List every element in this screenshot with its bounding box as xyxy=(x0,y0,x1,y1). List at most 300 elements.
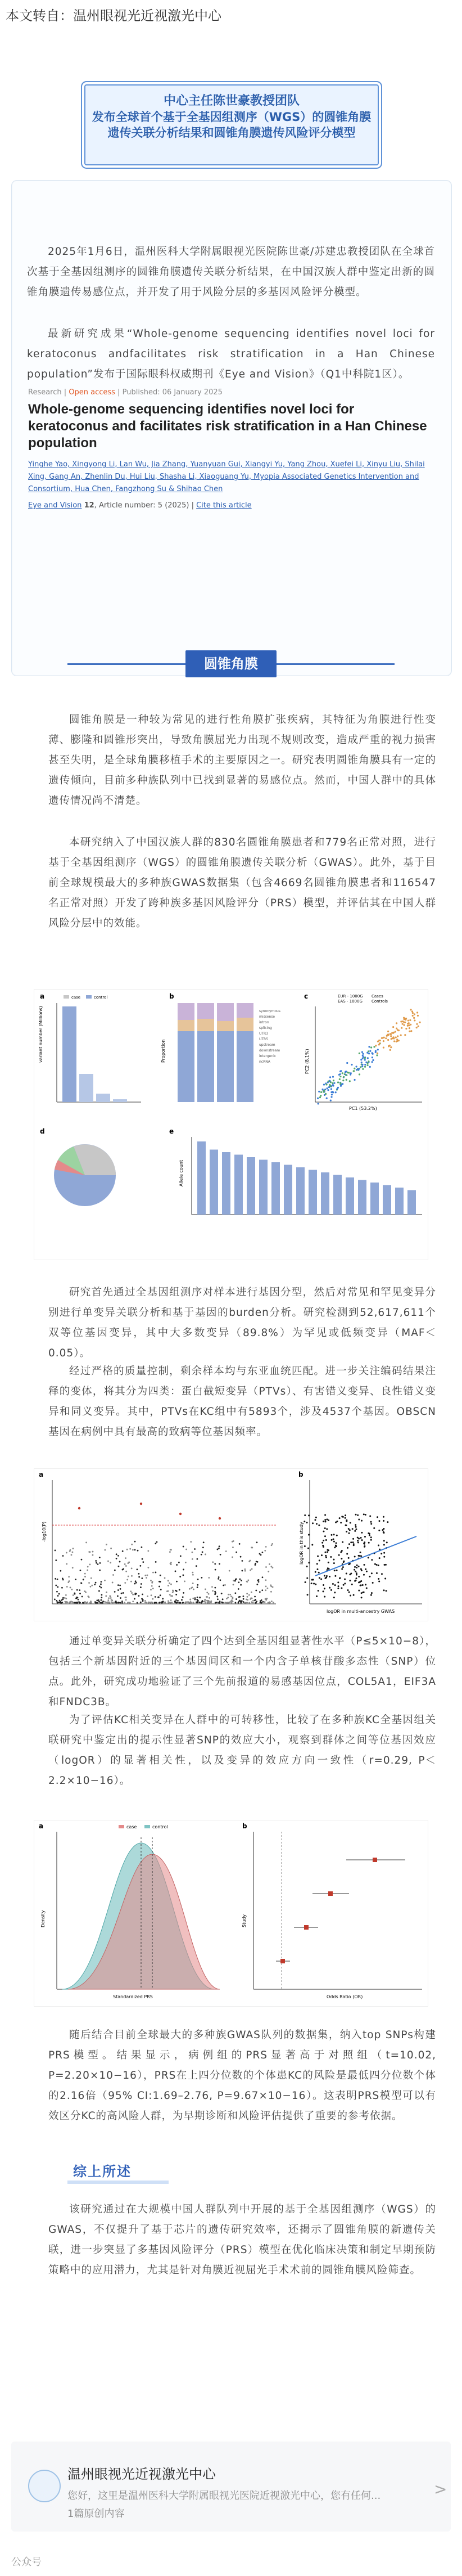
paper-meta: Research | Open access | Published: 06 January 2025 xyxy=(28,388,223,397)
manhattan-point xyxy=(101,1594,103,1596)
manhattan-point xyxy=(84,1602,86,1603)
pca-point xyxy=(369,1050,371,1052)
manhattan-point xyxy=(60,1570,61,1572)
effect-point xyxy=(323,1590,324,1592)
manhattan-point xyxy=(216,1596,218,1598)
effect-point xyxy=(386,1541,388,1543)
pca-point xyxy=(412,1012,414,1014)
pca-point xyxy=(387,1031,389,1032)
manhattan-point xyxy=(271,1601,273,1602)
manhattan-point xyxy=(273,1602,274,1603)
effect-point xyxy=(304,1521,305,1522)
pca-point xyxy=(403,1021,405,1023)
effect-point xyxy=(334,1575,336,1577)
manhattan-point xyxy=(164,1577,166,1579)
summary-paragraph: 该研究通过在大规模中国人群队列中开展的基于全基因组测序（WGS）的GWAS，不仅提升了基于芯片的遗传研究效率，还揭示了圆锥角膜的新遗传关联，进一步突显了多基因风险评分（PRS）模型在优化临床决策和制定早期预防策略中的应用潜力，尤其是针对角膜近视屈光手术术前的圆锥角膜风险筛查。 xyxy=(48,2204,436,2276)
effect-point xyxy=(305,1581,306,1583)
manhattan-point xyxy=(106,1592,107,1593)
effect-point xyxy=(323,1531,324,1532)
manhattan-point xyxy=(124,1582,126,1584)
fig3a-ylabel: Density xyxy=(40,1910,46,1927)
manhattan-point xyxy=(164,1602,166,1603)
manhattan-point xyxy=(261,1589,263,1591)
manhattan-point xyxy=(271,1544,273,1546)
manhattan-point xyxy=(70,1587,71,1589)
pca-point xyxy=(361,1062,363,1063)
manhattan-point xyxy=(248,1594,250,1596)
manhattan-point xyxy=(58,1602,60,1603)
effect-point xyxy=(333,1541,335,1543)
manhattan-point xyxy=(152,1598,153,1600)
manhattan-point xyxy=(105,1595,107,1597)
manhattan-point xyxy=(124,1563,126,1565)
effect-point xyxy=(338,1554,340,1556)
manhattan-point xyxy=(189,1588,191,1590)
journal-name[interactable]: Eye and Vision xyxy=(28,501,82,510)
effect-point xyxy=(358,1555,360,1557)
fig1c-legend-3: Cases xyxy=(372,994,383,999)
manhattan-point xyxy=(117,1555,119,1557)
manhattan-point xyxy=(270,1566,272,1567)
effect-point xyxy=(368,1532,369,1534)
manhattan-point xyxy=(90,1602,92,1604)
pca-point xyxy=(328,1080,329,1082)
manhattan-point xyxy=(242,1595,244,1597)
manhattan-point xyxy=(251,1601,252,1603)
manhattan-point xyxy=(132,1601,134,1602)
pca-point xyxy=(414,1013,415,1015)
manhattan-point xyxy=(65,1594,67,1596)
effect-point xyxy=(331,1539,333,1541)
manhattan-point xyxy=(248,1602,250,1604)
effect-point xyxy=(352,1528,354,1530)
effect-point xyxy=(361,1532,363,1534)
effect-point xyxy=(315,1571,316,1573)
effect-point xyxy=(384,1578,386,1580)
fig2b-scatter-points xyxy=(304,1513,388,1598)
effect-point xyxy=(348,1543,350,1545)
pca-point xyxy=(346,1062,348,1064)
manhattan-point xyxy=(74,1593,75,1594)
manhattan-point xyxy=(154,1602,156,1603)
section-line-right xyxy=(277,663,395,665)
pca-point xyxy=(320,1091,322,1093)
effect-point xyxy=(330,1534,332,1536)
effect-point xyxy=(378,1545,379,1547)
manhattan-point xyxy=(205,1589,206,1590)
manhattan-point xyxy=(121,1601,123,1602)
fig1b-legend-5: UTR3 xyxy=(259,1032,269,1036)
manhattan-point xyxy=(122,1550,124,1552)
manhattan-point xyxy=(73,1594,74,1596)
pca-point xyxy=(389,1033,391,1035)
manhattan-point xyxy=(66,1552,67,1554)
effect-point xyxy=(360,1537,362,1539)
fig1b-legend-9: intergenic xyxy=(259,1054,277,1058)
manhattan-point xyxy=(71,1554,73,1556)
effect-point xyxy=(314,1519,316,1521)
effect-point xyxy=(319,1577,320,1579)
pca-point xyxy=(411,1010,413,1012)
title-line-2: 发布全球首个基于全基因组测序（WGS）的圆锥角膜 xyxy=(92,110,372,124)
pca-point xyxy=(339,1073,341,1075)
gene-bar xyxy=(358,1180,366,1215)
effect-point xyxy=(368,1542,370,1544)
fig1b-legend-4: splicing xyxy=(259,1026,272,1030)
pca-point xyxy=(416,1027,418,1028)
pca-point xyxy=(409,1027,410,1029)
effect-point xyxy=(376,1564,378,1566)
pca-point xyxy=(320,1095,321,1096)
manhattan-point xyxy=(260,1600,261,1602)
effect-point xyxy=(384,1564,386,1566)
effect-point xyxy=(357,1537,359,1539)
manhattan-point xyxy=(127,1602,129,1603)
manhattan-point xyxy=(110,1548,112,1549)
effect-point xyxy=(324,1519,326,1521)
manhattan-point xyxy=(62,1597,64,1599)
effect-point xyxy=(366,1571,368,1572)
manhattan-point xyxy=(259,1592,261,1593)
manhattan-point xyxy=(75,1598,77,1599)
manhattan-point xyxy=(243,1598,244,1600)
manhattan-point xyxy=(147,1575,148,1576)
manhattan-point xyxy=(99,1557,101,1558)
effect-point xyxy=(334,1570,336,1571)
manhattan-point xyxy=(88,1597,90,1598)
gene-bar xyxy=(296,1167,305,1215)
manhattan-point xyxy=(79,1602,80,1604)
effect-point xyxy=(323,1584,324,1586)
manhattan-point xyxy=(241,1580,242,1581)
pca-point xyxy=(410,1009,411,1010)
manhattan-point xyxy=(131,1575,133,1577)
manhattan-point xyxy=(235,1602,237,1603)
pca-point xyxy=(377,1053,378,1054)
manhattan-point xyxy=(272,1586,274,1588)
manhattan-point xyxy=(129,1602,131,1603)
manhattan-point xyxy=(262,1552,264,1553)
manhattan-point xyxy=(85,1592,87,1593)
manhattan-point xyxy=(182,1596,184,1598)
manhattan-point xyxy=(75,1579,76,1580)
manhattan-point xyxy=(87,1570,88,1571)
manhattan-point xyxy=(126,1549,128,1550)
effect-point xyxy=(383,1552,385,1554)
manhattan-point xyxy=(199,1597,201,1598)
manhattan-point xyxy=(151,1594,152,1596)
pca-point xyxy=(410,1030,412,1032)
gene-bar xyxy=(284,1165,292,1215)
manhattan-point xyxy=(57,1586,58,1588)
manhattan-point xyxy=(102,1601,104,1602)
manhattan-point xyxy=(79,1589,80,1591)
effect-point xyxy=(357,1541,359,1543)
pca-point xyxy=(335,1091,337,1093)
manhattan-point xyxy=(125,1565,127,1567)
effect-point xyxy=(383,1589,384,1591)
manhattan-point xyxy=(178,1562,180,1563)
manhattan-point xyxy=(218,1576,220,1578)
manhattan-point xyxy=(182,1602,184,1604)
manhattan-point xyxy=(155,1543,156,1544)
effect-point xyxy=(355,1524,356,1526)
effect-point xyxy=(335,1545,337,1547)
manhattan-point xyxy=(217,1549,219,1550)
effect-point xyxy=(379,1557,381,1559)
pca-point xyxy=(359,1053,360,1054)
manhattan-point xyxy=(202,1547,204,1548)
effect-point xyxy=(328,1519,329,1521)
manhattan-point xyxy=(211,1586,213,1588)
effect-point xyxy=(360,1552,361,1553)
manhattan-point xyxy=(215,1569,216,1571)
manhattan-point xyxy=(170,1549,171,1550)
pca-point xyxy=(393,1036,395,1038)
manhattan-point xyxy=(132,1549,134,1551)
manhattan-point xyxy=(78,1599,79,1601)
effect-point xyxy=(308,1534,310,1536)
manhattan-point xyxy=(232,1601,234,1603)
manhattan-point xyxy=(241,1570,243,1572)
manhattan-point xyxy=(90,1586,92,1588)
effect-point xyxy=(377,1516,378,1518)
manhattan-point xyxy=(206,1596,207,1598)
manhattan-point xyxy=(174,1601,176,1602)
effect-point xyxy=(345,1525,347,1526)
pca-point xyxy=(323,1084,325,1085)
manhattan-point xyxy=(219,1579,221,1581)
effect-point xyxy=(364,1536,366,1537)
effect-point xyxy=(345,1517,346,1519)
manhattan-point xyxy=(108,1602,110,1604)
pca-point xyxy=(362,1053,364,1055)
effect-point xyxy=(325,1555,327,1557)
effect-point xyxy=(350,1572,352,1574)
manhattan-point xyxy=(214,1587,216,1589)
effect-point xyxy=(333,1597,335,1598)
account-card[interactable] xyxy=(11,2442,451,2532)
manhattan-point xyxy=(261,1602,262,1604)
manhattan-point xyxy=(208,1593,210,1595)
manhattan-point xyxy=(84,1573,86,1575)
chevron-right-icon: > xyxy=(434,2480,447,2498)
effect-point xyxy=(370,1536,372,1538)
effect-point xyxy=(378,1578,379,1580)
manhattan-point xyxy=(119,1561,121,1563)
effect-point xyxy=(347,1547,348,1549)
manhattan-point xyxy=(235,1578,237,1580)
manhattan-point xyxy=(169,1594,171,1595)
manhattan-point xyxy=(247,1596,248,1598)
manhattan-point xyxy=(161,1602,163,1604)
effect-point xyxy=(370,1523,372,1525)
effect-point xyxy=(325,1577,327,1579)
effect-point xyxy=(352,1541,354,1543)
effect-point xyxy=(334,1592,336,1593)
pca-point xyxy=(327,1089,329,1091)
section-bar-keratoconus xyxy=(0,647,462,681)
manhattan-point xyxy=(181,1599,183,1601)
effect-point xyxy=(358,1576,360,1577)
manhattan-point xyxy=(193,1589,194,1590)
pca-point xyxy=(346,1079,347,1081)
effect-point xyxy=(383,1544,385,1545)
manhattan-point xyxy=(111,1599,112,1601)
manhattan-point xyxy=(201,1554,202,1556)
manhattan-point xyxy=(99,1586,101,1588)
manhattan-point xyxy=(201,1602,202,1604)
fig2b-xlabel: logOR in multi-ancestry GWAS xyxy=(327,1609,395,1614)
manhattan-point xyxy=(105,1549,106,1551)
manhattan-point xyxy=(83,1579,84,1580)
manhattan-point xyxy=(73,1548,74,1549)
pca-point xyxy=(377,1049,379,1050)
manhattan-point xyxy=(100,1587,102,1589)
manhattan-point xyxy=(72,1601,74,1603)
manhattan-point xyxy=(228,1594,229,1595)
manhattan-point xyxy=(256,1601,257,1602)
manhattan-point xyxy=(229,1602,230,1603)
manhattan-point xyxy=(144,1602,146,1603)
effect-point xyxy=(361,1570,363,1571)
manhattan-point xyxy=(101,1581,102,1583)
manhattan-point xyxy=(162,1598,164,1599)
pca-point xyxy=(360,1066,361,1068)
manhattan-point xyxy=(142,1594,143,1595)
pca-point xyxy=(387,1039,389,1041)
manhattan-point xyxy=(192,1552,193,1553)
manhattan-point xyxy=(117,1595,119,1597)
manhattan-hit xyxy=(140,1503,142,1505)
pca-point xyxy=(368,1060,369,1062)
pca-point xyxy=(408,1024,410,1026)
effect-point xyxy=(372,1582,374,1584)
pca-point xyxy=(318,1091,320,1093)
effect-point xyxy=(346,1531,347,1532)
fig2-label-a: a xyxy=(39,1471,44,1478)
effect-point xyxy=(324,1535,326,1537)
pca-point xyxy=(359,1073,360,1075)
manhattan-point xyxy=(266,1598,268,1599)
manhattan-point xyxy=(98,1601,100,1602)
manhattan-point xyxy=(55,1578,56,1580)
manhattan-point xyxy=(226,1598,228,1599)
manhattan-point xyxy=(107,1561,109,1562)
body-paragraph-4: 经过严格的质量控制，剩余样本均与东亚血统匹配。进一步关注编码结果注释的变体，将其分为四类：蛋白截短变异（PTVs）、有害错义变异、良性错义变异和同义变异。其中，PTVs在KC组中有5893个，涉及4537个基因。OBSCN基因在病例中具有最高的致病等位基因频率。 xyxy=(48,1365,436,1438)
manhattan-point xyxy=(170,1563,172,1565)
effect-point xyxy=(327,1551,328,1553)
manhattan-point xyxy=(76,1589,78,1591)
pca-point xyxy=(361,1066,363,1067)
gene-bar xyxy=(395,1188,404,1215)
effect-point xyxy=(350,1595,351,1597)
pca-point xyxy=(385,1037,387,1039)
manhattan-point xyxy=(155,1572,157,1574)
manhattan-point xyxy=(140,1586,142,1588)
manhattan-point xyxy=(117,1589,119,1591)
effect-point xyxy=(318,1572,320,1574)
pca-point xyxy=(361,1064,363,1066)
effect-point xyxy=(344,1583,346,1584)
manhattan-point xyxy=(192,1583,194,1584)
journal-volume: 12 xyxy=(84,501,94,510)
account-original-count: 1篇原创内容 xyxy=(67,2508,125,2520)
pca-point xyxy=(332,1084,334,1086)
pca-point xyxy=(339,1076,341,1077)
manhattan-point xyxy=(131,1544,133,1545)
effect-point xyxy=(341,1516,343,1517)
manhattan-point xyxy=(62,1577,64,1579)
manhattan-point xyxy=(251,1592,252,1593)
manhattan-point xyxy=(219,1545,220,1547)
manhattan-point xyxy=(232,1547,234,1548)
effect-point xyxy=(357,1514,359,1516)
manhattan-point xyxy=(98,1590,100,1592)
effect-point xyxy=(343,1584,345,1586)
manhattan-point xyxy=(258,1581,260,1583)
manhattan-point xyxy=(189,1599,191,1601)
paper-authors[interactable]: Yinghe Yao, Xingyong Li, Lan Wu, Jia Zhang, Yuanyuan Gui, Xiangyi Yu, Yang Zhou, Xuefei Li, Xinyu Liu, Shilai Xing, Gang An, Zhenlin Du, Hui Liu, Shasha Li, Xiaoguang Yu, Myopia Associated Genetics Intervention and Consortium, Hua Chen, Fangzhong Su & Shihao Chen xyxy=(28,460,425,493)
effect-point xyxy=(371,1592,373,1594)
pca-point xyxy=(407,1025,409,1027)
intro-paragraph-2: 最新研究成果“Whole-genome sequencing identifies novel loci for keratoconus andfacilitates risk stratification in a Han Chinese population”发布于国际眼科权威期刊《Eye and Vision》（Q1中科院1区）。 xyxy=(27,328,435,380)
cite-this-article-link[interactable]: Cite this article xyxy=(196,501,252,510)
fig3a-legend-control-swatch xyxy=(144,1825,150,1828)
manhattan-point xyxy=(254,1596,256,1598)
manhattan-point xyxy=(223,1585,224,1586)
gene-bar xyxy=(271,1162,280,1215)
fig1b-legend-6: UTR5 xyxy=(259,1037,269,1041)
manhattan-point xyxy=(118,1566,120,1567)
manhattan-point xyxy=(144,1575,146,1576)
effect-point xyxy=(383,1520,384,1522)
manhattan-point xyxy=(265,1579,267,1581)
manhattan-point xyxy=(197,1579,199,1580)
pca-point xyxy=(345,1071,346,1072)
fig1-label-b: b xyxy=(169,992,174,1000)
fig1c-xlabel: PC1 (53.2%) xyxy=(349,1106,377,1111)
manhattan-point xyxy=(172,1590,174,1592)
manhattan-point xyxy=(194,1548,196,1550)
manhattan-point xyxy=(209,1597,210,1599)
manhattan-point xyxy=(142,1558,143,1560)
pca-point xyxy=(381,1037,383,1039)
manhattan-point xyxy=(215,1602,216,1604)
manhattan-point xyxy=(150,1580,152,1581)
manhattan-point xyxy=(192,1602,194,1603)
fig3b-ylabel: Study xyxy=(242,1914,247,1927)
pca-point xyxy=(336,1088,338,1090)
manhattan-point xyxy=(55,1549,56,1551)
account-name: 温州眼视光近视激光中心 xyxy=(67,2466,216,2482)
effect-point xyxy=(308,1562,310,1563)
effect-point xyxy=(307,1548,309,1549)
intro-paragraph-1: 2025年1月6日，温州医科大学附属眼视光医院陈世豪/苏建忠教授团队在全球首次基于全基因组测序的圆锥角膜遗传关联分析结果，在中国汉族人群中鉴定出新的圆锥角膜遗传易感位点，并开发了用于风险分层的多基因风险评分模型。 xyxy=(27,246,435,298)
pca-point xyxy=(330,1099,332,1101)
effect-point xyxy=(341,1587,342,1589)
pca-point xyxy=(326,1098,328,1099)
effect-point xyxy=(324,1514,326,1516)
effect-point xyxy=(371,1572,373,1574)
pca-point xyxy=(342,1072,343,1074)
manhattan-point xyxy=(239,1596,241,1598)
manhattan-point xyxy=(233,1584,234,1586)
pca-point xyxy=(375,1045,377,1046)
pca-point xyxy=(372,1059,374,1061)
effect-point xyxy=(348,1532,350,1534)
effect-point xyxy=(315,1584,316,1585)
